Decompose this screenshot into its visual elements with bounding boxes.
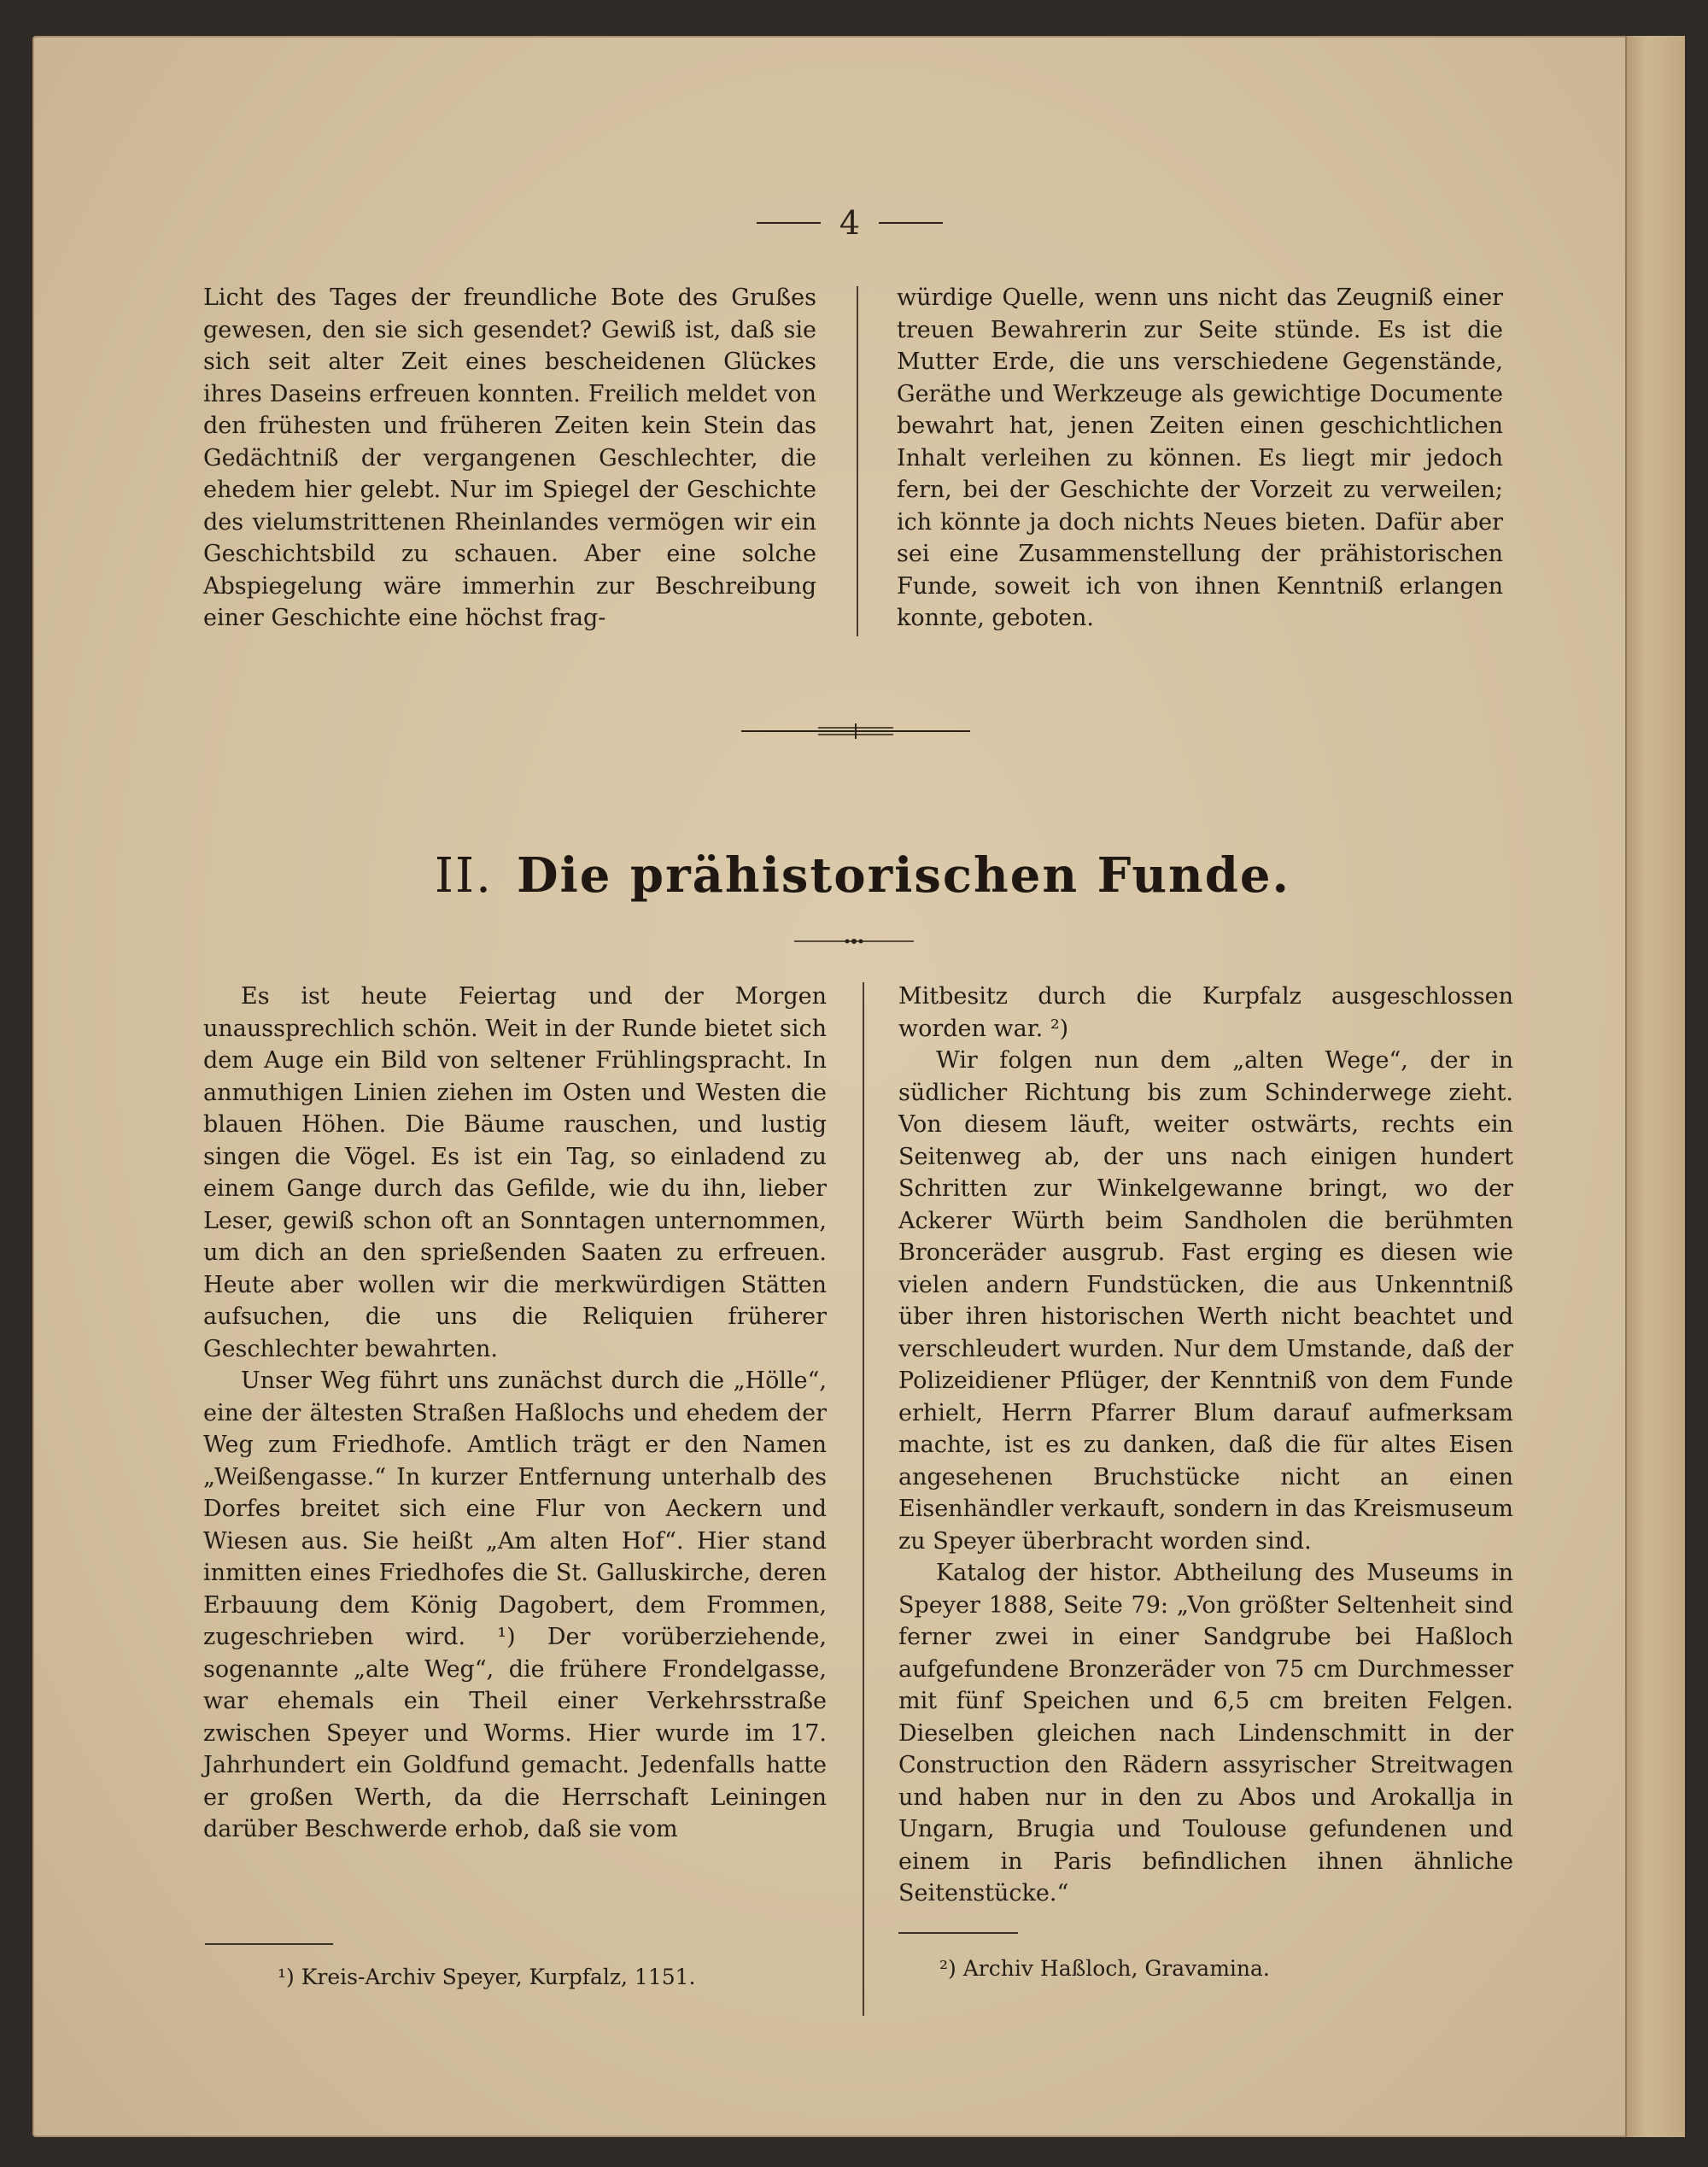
- footnote-left: ¹) Kreis-Archiv Speyer, Kurpfalz, 1151.: [278, 1965, 696, 1989]
- page-number: 4: [839, 204, 861, 242]
- section-numeral: II.: [434, 847, 493, 904]
- top-column-divider: [857, 286, 858, 636]
- top-right-column: [897, 282, 1503, 635]
- footnote-right: ²) Archiv Haßloch, Gravamina.: [939, 1956, 1270, 1981]
- page-number-header: [734, 202, 965, 244]
- bottom-left-column: [203, 981, 827, 1846]
- top-right-paragraph: würdige Quelle, wenn uns nicht das Zeugniß einer treuen Bewahrerin zur Seite stünde. Es ist die Mutter Erde, die uns verschiedene Gegenstände, Geräthe und Werkzeuge als gewichtige Documente bewahrt hat, jenen Zeiten einen geschichtlichen Inhalt verleihen zu können. Es liegt mir jedoch fern, bei der Geschichte der Vorzeit zu verweilen; ich könnte ja doch nichts Neues bieten. Dafür aber sei eine Zusammenstellung der prähistorischen Funde, soweit ich von ihnen Kenntniß erlangen konnte, geboten.: [897, 284, 1503, 631]
- section-heading: [342, 841, 1383, 910]
- bottom-left-paragraph-2: Unser Weg führt uns zunächst durch die „Hölle“, eine der ältesten Straßen Haßlochs und ehedem der Weg zum Friedhofe. Amtlich trägt er den Namen „Weißengasse.“ In kurzer Entfernung unterhalb des Dorfes breitet sich eine Flur von Aeckern und Wiesen aus. Sie heißt „Am alten Hof“. Hier stand inmitten eines Friedhofes die St. Galluskirche, deren Erbauung dem König Dagobert, dem Frommen, zugeschrieben wird. ¹) Der vorüberziehende, sogenannte „alte Weg“, die frühere Frondelgasse, war ehemals ein Theil einer Verkehrsstraße zwischen Speyer und Worms. Hier wurde im 17. Jahrhundert ein Goldfund gemacht. Jedenfalls hatte er großen Werth, da die Herrschaft Leiningen darüber Beschwerde erhob, daß sie vom: [203, 1368, 827, 1842]
- book-gutter: [1625, 36, 1685, 2137]
- bottom-right-paragraph-3: Katalog der histor. Abtheilung des Museums in Speyer 1888, Seite 79: „Von größter Seltenheit sind ferner zwei in einer Sandgrube bei Haßloch aufgefundene Bronzeräder von 75 cm Durchmesser mit fünf Speichen und 6,5 cm breiten Felgen. Dieselben gleichen nach Lindenschmitt in der Construction den Rädern assyrischer Streitwagen und haben nur in den zu Abos und Arokallja in Ungarn, Brugia und Toulouse gefundenen und einem in Paris befindlichen ihnen ähnliche Seitenstücke.“: [898, 1560, 1513, 1906]
- page-number-rule-left: [757, 222, 821, 224]
- bottom-right-paragraph-2: Wir folgen nun dem „alten Wege“, der in südlicher Richtung bis zum Schinderwege zieht. Von diesem läuft, weiter ostwärts, rechts ein Seitenweg ab, der uns nach einigen hundert Schritten zur Winkelgewanne bringt, wo der Ackerer Würth beim Sandholen die berühmten Bronceräder ausgrub. Fast erging es diesen wie vielen andern Fundstücken, die aus Unkenntniß über ihren historischen Werth nicht beachtet und verschleudert wurden. Nur dem Umstande, daß der Polizeidiener Pflüger, der Kenntniß von dem Funde erhielt, Herrn Pfarrer Blum darauf aufmerksam machte, ist es zu danken, daß die für altes Eisen angesehenen Bruchstücke nicht an einen Eisenhändler verkauft, sondern in das Kreismuseum zu Speyer überbracht worden sind.: [898, 1047, 1513, 1555]
- section-ornament: [741, 722, 970, 741]
- footnote-rule-left: [205, 1943, 333, 1945]
- section-title: Die prähistorischen Funde.: [516, 847, 1291, 904]
- page-number-rule-right: [879, 222, 943, 224]
- top-left-paragraph: Licht des Tages der freundliche Bote des Grußes gewesen, den sie sich gesendet? Gewiß ist, daß sie sich seit alter Zeit eines bescheidenen Glückes ihres Daseins erfreuen konnten. Freilich meldet von den frühesten und früheren Zeiten kein Stein das Gedächtniß der vergangenen Geschlechter, die ehedem hier gelebt. Nur im Spiegel der Geschichte des vielumstrittenen Rheinlandes vermögen wir ein Geschichtsbild zu schauen. Aber eine solche Abspiegelung wäre immerhin zur Beschreibung einer Geschichte eine höchst frag-: [203, 284, 816, 631]
- bottom-left-paragraph-1: Es ist heute Feiertag und der Morgen unaussprechlich schön. Weit in der Runde bietet sich dem Auge ein Bild von seltener Frühlingspracht. In anmuthigen Linien ziehen im Osten und Westen die blauen Höhen. Die Bäume rauschen, und lustig singen die Vögel. Es ist ein Tag, so einladend zu einem Gange durch das Gefilde, wie du ihn, lieber Leser, gewiß schon oft an Sonntagen unternommen, um dich an den sprießenden Saaten zu erfreuen. Heute aber wollen wir die merkwürdigen Stätten aufsuchen, die uns die Reliquien früherer Geschlechter bewahrten.: [203, 983, 827, 1362]
- bottom-right-paragraph-1: Mitbesitz durch die Kurpfalz ausgeschlossen worden war. ²): [898, 983, 1513, 1042]
- bottom-column-divider: [863, 982, 864, 2016]
- heading-underline: [794, 937, 914, 946]
- bottom-right-column: [898, 981, 1513, 1910]
- footnote-rule-right: [898, 1932, 1018, 1934]
- top-left-column: [203, 282, 816, 635]
